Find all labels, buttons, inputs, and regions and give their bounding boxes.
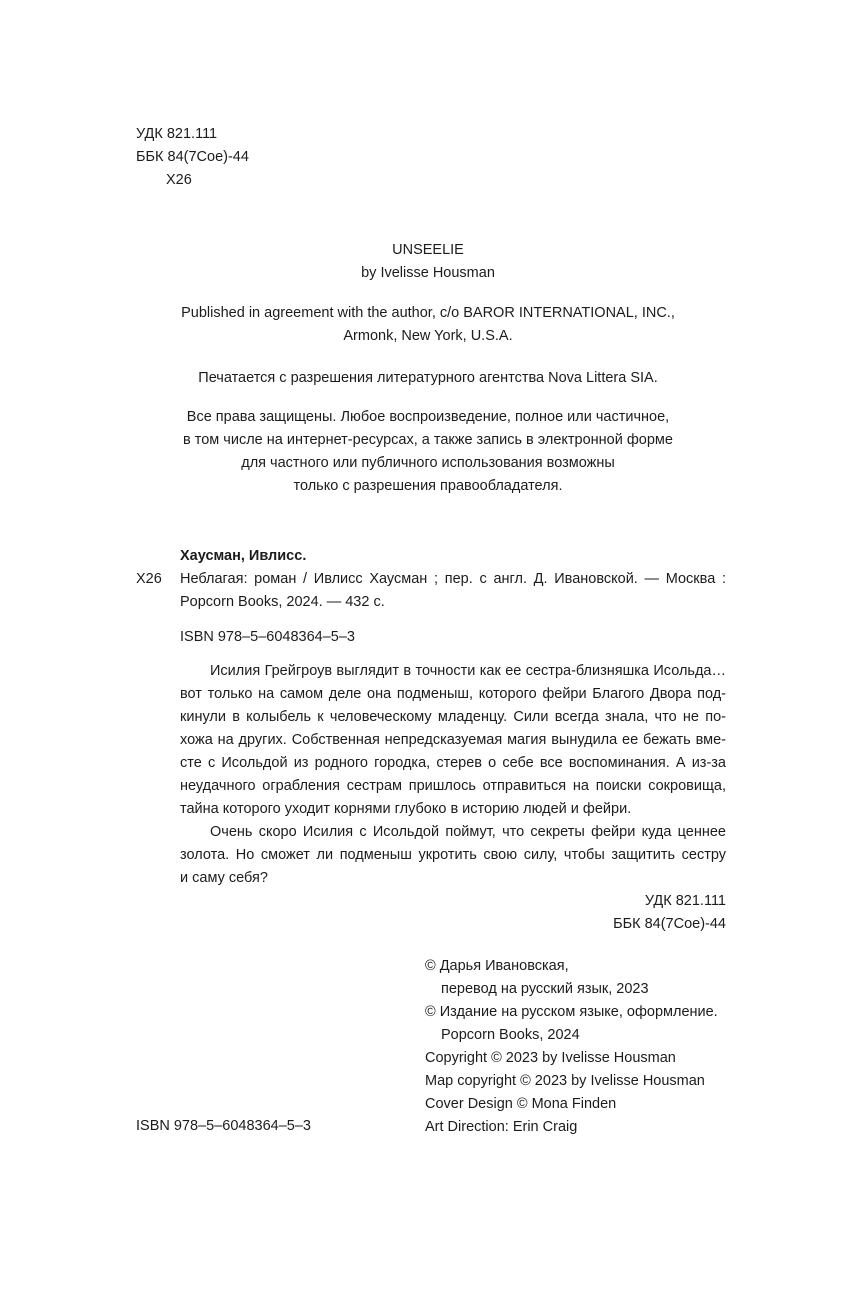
copyright-line: Cover Design © Mona Finden [425, 1096, 617, 1112]
rights-line: Все права защищены. Любое воспроизведение, полное или частичное, [186, 409, 670, 425]
annotation-line: сте с Исольдой из родного городка, стерев о себе все воспоминания. А из-за [180, 755, 726, 771]
author-mark: Х26 [166, 172, 192, 188]
rights-line: только с разрешения правообладателя. [293, 478, 563, 494]
copyright-line: перевод на русский язык, 2023 [441, 981, 649, 997]
annotation-line: Очень скоро Исилия с Исольдой поймут, что секреты фейри куда ценнее [210, 824, 726, 840]
catalog-isbn: ISBN 978–5–6048364–5–3 [180, 629, 355, 645]
copyright-line: © Издание на русском языке, оформление. [425, 1004, 718, 1020]
catalog-description [180, 568, 726, 614]
rights-line: в том числе на интернет-ресурсах, а также запись в электронной форме [183, 432, 673, 448]
annotation-line: вот только на самом деле она подменыш, которого фейри Благого Двора под- [180, 686, 726, 702]
description-line: Неблагая: роман / Ивлисс Хаусман ; пер. с англ. Д. Ивановской. — Москва : [180, 571, 726, 587]
agreement-block [0, 302, 856, 348]
annotation-line: неудачного ограбления сестрам пришлось отправиться на поиски сокровища, [180, 778, 726, 794]
agency-line: Печатается с разрешения литературного агентства Nova Littera SIA. [198, 370, 658, 386]
annotation-line: тайна которого уходит корнями глубоко в историю людей и фейри. [180, 801, 632, 817]
copyright-line: Popcorn Books, 2024 [441, 1027, 580, 1043]
copyright-block [425, 955, 745, 1139]
annotation-line: Исилия Грейгроув выглядит в точности как ее сестра-близняшка Исольда… [210, 663, 726, 679]
original-author: by Ivelisse Housman [361, 265, 495, 281]
catalog-annotation [180, 660, 726, 890]
original-title-block [0, 239, 856, 285]
agreement-line: Published in agreement with the author, c/o BAROR INTERNATIONAL, INC., [181, 305, 675, 321]
copyright-line: © Дарья Ивановская, [425, 958, 569, 974]
catalog-author-mark: Х26 [136, 571, 162, 587]
annotation-line: золота. Но сможет ли подменыш укротить свою силу, чтобы защитить сестру [180, 847, 726, 863]
udk-code: УДК 821.111 [136, 126, 218, 142]
description-line: Popcorn Books, 2024. — 432 с. [180, 594, 385, 610]
catalog-codes [580, 890, 726, 936]
bbk-code: ББК 84(7Сое)-44 [136, 149, 249, 165]
copyright-line: Copyright © 2023 by Ivelisse Housman [425, 1050, 676, 1066]
footer-isbn: ISBN 978–5–6048364–5–3 [136, 1118, 311, 1134]
catalog-udk: УДК 821.111 [644, 893, 726, 909]
agency-block [0, 367, 856, 390]
annotation-line: хожа на других. Собственная непредсказуемая магия вынудила ее бежать вме- [180, 732, 726, 748]
copyright-line: Art Direction: Erin Craig [425, 1119, 578, 1135]
annotation-line: кинули в колыбель к человеческому младенцу. Сили всегда знала, что не по- [180, 709, 726, 725]
original-title: UNSEELIE [392, 242, 464, 258]
copyright-line: Map copyright © 2023 by Ivelisse Housman [425, 1073, 705, 1089]
rights-block [0, 406, 856, 498]
agreement-line: Armonk, New York, U.S.A. [343, 328, 513, 344]
catalog-author-heading: Хаусман, Ивлисс. [180, 548, 307, 564]
annotation-line: и саму себя? [180, 870, 268, 886]
catalog-bbk: ББК 84(7Сое)-44 [613, 916, 726, 932]
rights-line: для частного или публичного использования возможны [241, 455, 615, 471]
